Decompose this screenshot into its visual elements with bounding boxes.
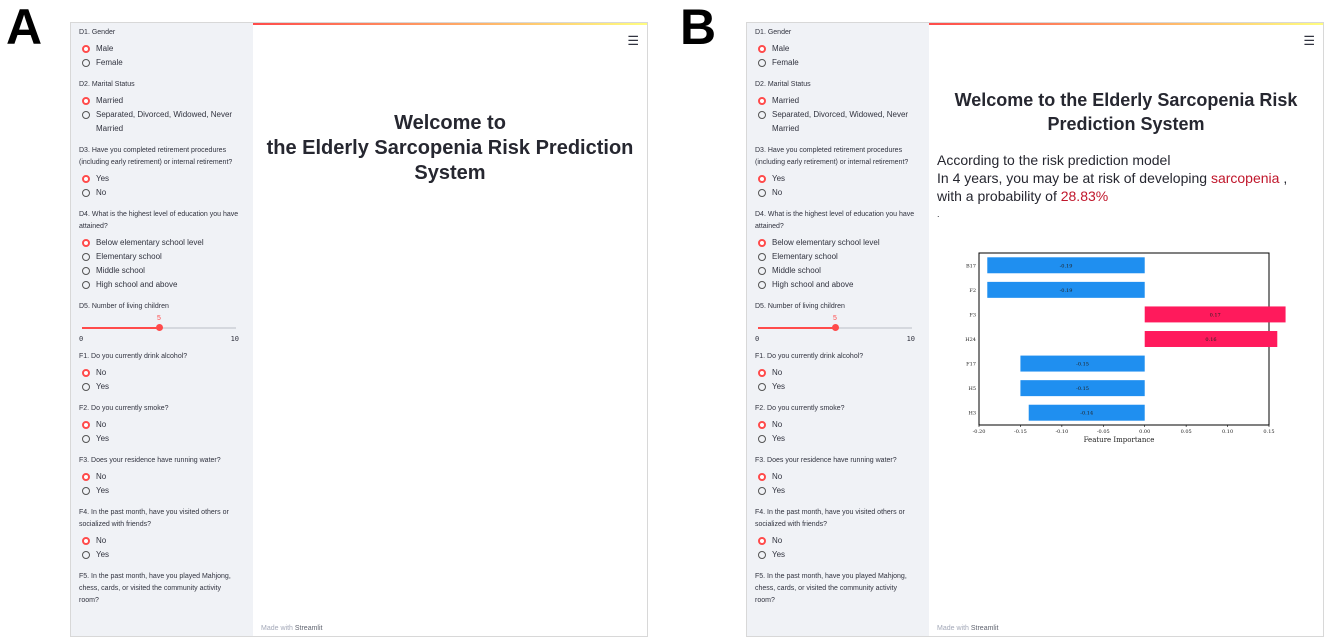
radio-empty-icon[interactable]	[82, 435, 90, 443]
slider-max-label: 10	[230, 335, 239, 343]
radio-option-label: Yes	[96, 486, 110, 495]
radio-option-label: Yes	[96, 382, 110, 391]
slider-thumb[interactable]	[156, 324, 163, 331]
question-label: D4. What is the highest level of education you have attained?	[755, 211, 915, 230]
radio-option[interactable]	[82, 418, 242, 432]
radio-empty-icon[interactable]	[758, 189, 766, 197]
hamburger-menu-icon[interactable]: ☰	[1303, 33, 1315, 48]
bar-value-label: -0.19	[1059, 287, 1073, 294]
radio-empty-icon[interactable]	[82, 487, 90, 495]
prediction-text: ,	[1279, 170, 1288, 186]
footer	[937, 625, 998, 632]
radio-selected-icon[interactable]	[758, 45, 766, 53]
radio-selected-icon[interactable]	[82, 45, 90, 53]
radio-option-label: Middle school	[96, 266, 145, 275]
radio-option[interactable]	[82, 366, 242, 380]
main-area	[253, 23, 647, 636]
radio-option-label: High school and above	[96, 280, 178, 289]
radio-group[interactable]	[79, 236, 245, 292]
radio-option[interactable]	[758, 236, 918, 250]
question-label: D2. Marital Status	[755, 81, 811, 88]
category-label: F2	[969, 287, 976, 294]
radio-option[interactable]	[82, 278, 242, 292]
radio-empty-icon[interactable]	[758, 111, 766, 119]
separator-dot: .	[937, 209, 940, 219]
radio-empty-icon[interactable]	[82, 383, 90, 391]
sidebar[interactable]	[71, 23, 253, 636]
radio-group[interactable]	[755, 236, 921, 292]
question-label: D5. Number of living children	[79, 303, 169, 310]
radio-empty-icon[interactable]	[758, 435, 766, 443]
radio-option-label: No	[772, 472, 783, 481]
radio-empty-icon[interactable]	[82, 253, 90, 261]
radio-option[interactable]	[758, 366, 918, 380]
radio-option[interactable]	[82, 56, 242, 70]
radio-option-label: No	[96, 472, 107, 481]
radio-group[interactable]	[755, 470, 921, 498]
radio-option-label: Female	[96, 58, 123, 67]
radio-option-label: Married	[96, 96, 124, 105]
radio-option-label: Yes	[772, 382, 786, 391]
category-label: H3	[968, 410, 976, 417]
category-label: H5	[968, 386, 976, 393]
panel-label-b: B	[680, 0, 717, 55]
question-label: F2. Do you currently smoke?	[755, 405, 845, 412]
main-area	[929, 23, 1323, 636]
radio-selected-icon[interactable]	[82, 369, 90, 377]
radio-empty-icon[interactable]	[82, 189, 90, 197]
radio-group[interactable]	[755, 172, 921, 200]
x-tick-label: 0.05	[1180, 429, 1192, 435]
radio-option[interactable]	[82, 380, 242, 394]
radio-option[interactable]	[758, 108, 918, 136]
question-label: F5. In the past month, have you played Mahjong, chess, cards, or visited the community activity room?	[755, 573, 907, 604]
radio-option[interactable]	[758, 418, 918, 432]
bar-value-label: -0.15	[1076, 386, 1089, 393]
x-tick-label: 0.10	[1222, 429, 1234, 435]
category-label: B17	[965, 263, 976, 270]
radio-option-label: Below elementary school level	[772, 238, 880, 247]
question-label: D4. What is the highest level of education you have attained?	[79, 211, 239, 230]
question-label: D3. Have you completed retirement procedures (including early retirement) or internal retirement?	[755, 147, 909, 166]
radio-option-label: Yes	[772, 550, 786, 559]
radio-option-label: Elementary school	[96, 252, 162, 261]
radio-option-label: Yes	[96, 550, 110, 559]
x-tick-label: 0.00	[1139, 429, 1151, 435]
radio-option-label: High school and above	[772, 280, 854, 289]
radio-option-label: No	[772, 368, 783, 377]
x-axis-label: Feature Importance	[1083, 436, 1155, 444]
radio-option-label: Yes	[772, 174, 786, 183]
radio-option-label: Male	[96, 44, 114, 53]
title-line: the Elderly Sarcopenia Risk Prediction	[266, 137, 634, 159]
radio-option-label: No	[96, 188, 107, 197]
radio-selected-icon[interactable]	[82, 537, 90, 545]
title-line: Prediction System	[1047, 114, 1205, 134]
radio-option-label: Yes	[96, 174, 110, 183]
radio-group[interactable]	[755, 94, 921, 136]
radio-group[interactable]	[79, 470, 245, 498]
radio-option[interactable]	[82, 534, 242, 548]
radio-group[interactable]	[79, 42, 245, 70]
radio-group[interactable]	[755, 418, 921, 446]
bar-value-label: -0.14	[1080, 410, 1094, 417]
radio-option-label: Separated, Divorced, Widowed, Never Married	[96, 110, 233, 133]
slider-min-label: 0	[79, 335, 84, 343]
slider-thumb[interactable]	[832, 324, 839, 331]
radio-group[interactable]	[79, 534, 245, 562]
footer-prefix: Made with	[261, 625, 293, 632]
radio-selected-icon[interactable]	[758, 421, 766, 429]
footer-brand-link[interactable]: Streamlit	[970, 625, 999, 632]
category-label: F3	[969, 312, 976, 319]
radio-option[interactable]	[82, 42, 242, 56]
x-tick-label: 0.15	[1263, 429, 1275, 435]
question-label: F3. Does your residence have running water?	[755, 457, 897, 464]
radio-option[interactable]	[82, 172, 242, 186]
radio-option-label: No	[96, 420, 107, 429]
question-label: D1. Gender	[79, 29, 116, 36]
radio-empty-icon[interactable]	[758, 267, 766, 275]
title-line: Welcome to	[394, 112, 506, 134]
bar-value-label: 0.16	[1205, 337, 1217, 343]
radio-option[interactable]	[758, 42, 918, 56]
radio-option[interactable]	[758, 432, 918, 446]
radio-option-label: Female	[772, 58, 799, 67]
sidebar[interactable]	[747, 23, 929, 636]
radio-group[interactable]	[79, 366, 245, 394]
radio-option-label: Yes	[772, 486, 786, 495]
question-label: F4. In the past month, have you visited others or socialized with friends?	[79, 509, 229, 528]
radio-empty-icon[interactable]	[82, 281, 90, 289]
radio-selected-icon[interactable]	[82, 473, 90, 481]
x-tick-label: -0.20	[972, 429, 986, 435]
radio-option[interactable]	[82, 484, 242, 498]
radio-option[interactable]	[82, 548, 242, 562]
radio-empty-icon[interactable]	[82, 267, 90, 275]
slider-fill	[82, 327, 159, 329]
x-tick-label: -0.05	[1096, 429, 1110, 435]
children-count-slider[interactable]	[79, 315, 239, 345]
radio-option[interactable]	[758, 56, 918, 70]
radio-option[interactable]	[758, 250, 918, 264]
radio-option[interactable]	[758, 484, 918, 498]
question-label: D2. Marital Status	[79, 81, 135, 88]
prediction-text: In 4 years, you may be at risk of developing	[937, 170, 1211, 186]
page-title	[253, 111, 647, 186]
radio-option[interactable]	[82, 264, 242, 278]
radio-selected-icon[interactable]	[82, 239, 90, 247]
radio-selected-icon[interactable]	[758, 369, 766, 377]
radio-option-label: No	[772, 536, 783, 545]
panel-label-a: A	[6, 0, 43, 55]
title-line: Welcome to the Elderly Sarcopenia Risk	[954, 90, 1298, 110]
radio-option[interactable]	[82, 432, 242, 446]
radio-option[interactable]	[82, 108, 242, 136]
radio-empty-icon[interactable]	[758, 383, 766, 391]
radio-option[interactable]	[82, 470, 242, 484]
radio-option-label: Separated, Divorced, Widowed, Never Married	[772, 110, 909, 133]
question-label: F4. In the past month, have you visited others or socialized with friends?	[755, 509, 905, 528]
radio-selected-icon[interactable]	[758, 97, 766, 105]
slider-value: 5	[833, 315, 837, 322]
radio-option[interactable]	[758, 186, 918, 200]
footer-prefix: Made with	[937, 625, 969, 632]
prediction-line: According to the risk prediction model	[937, 152, 1171, 168]
radio-option-label: Male	[772, 44, 790, 53]
radio-empty-icon[interactable]	[758, 253, 766, 261]
radio-group[interactable]	[755, 534, 921, 562]
category-label: H24	[965, 337, 976, 343]
slider-fill	[758, 327, 835, 329]
radio-empty-icon[interactable]	[758, 487, 766, 495]
slider-value: 5	[157, 315, 161, 322]
radio-selected-icon[interactable]	[758, 239, 766, 247]
radio-group[interactable]	[79, 418, 245, 446]
question-label: F2. Do you currently smoke?	[79, 405, 169, 412]
footer	[261, 625, 322, 632]
x-tick-label: -0.10	[1055, 429, 1069, 435]
radio-group[interactable]	[79, 94, 245, 136]
radio-option-label: Yes	[772, 434, 786, 443]
radio-selected-icon[interactable]	[82, 175, 90, 183]
radio-selected-icon[interactable]	[82, 97, 90, 105]
radio-option[interactable]	[758, 470, 918, 484]
question-label: D1. Gender	[755, 29, 792, 36]
radio-option[interactable]	[82, 250, 242, 264]
prediction-text: with a probability of	[937, 188, 1061, 204]
radio-option-label: Married	[772, 96, 800, 105]
radio-empty-icon[interactable]	[82, 111, 90, 119]
radio-group[interactable]	[79, 172, 245, 200]
question-label: D3. Have you completed retirement procedures (including early retirement) or internal retirement?	[79, 147, 233, 166]
radio-option-label: No	[772, 188, 783, 197]
radio-option-label: No	[96, 368, 107, 377]
x-tick-label: -0.15	[1014, 429, 1027, 435]
radio-option[interactable]	[758, 380, 918, 394]
hamburger-menu-icon[interactable]: ☰	[627, 33, 639, 48]
slider-min-label: 0	[755, 335, 760, 343]
page-title	[929, 88, 1323, 136]
top-decoration-bar	[929, 23, 1323, 25]
radio-selected-icon[interactable]	[758, 473, 766, 481]
category-label: F17	[966, 361, 976, 368]
radio-group[interactable]	[755, 42, 921, 70]
bar-value-label: -0.19	[1059, 263, 1073, 270]
top-decoration-bar	[253, 23, 647, 25]
radio-option-label: Yes	[96, 434, 110, 443]
radio-selected-icon[interactable]	[758, 537, 766, 545]
app-window-a	[70, 22, 648, 637]
radio-group[interactable]	[755, 366, 921, 394]
radio-option[interactable]	[82, 236, 242, 250]
radio-empty-icon[interactable]	[758, 551, 766, 559]
question-label: F1. Do you currently drink alcohol?	[79, 353, 188, 360]
radio-empty-icon[interactable]	[82, 59, 90, 67]
radio-selected-icon[interactable]	[82, 421, 90, 429]
radio-selected-icon[interactable]	[758, 175, 766, 183]
title-line: System	[414, 162, 486, 184]
prediction-line	[937, 169, 1287, 187]
radio-option-label: Middle school	[772, 266, 821, 275]
radio-option-label: No	[772, 420, 783, 429]
question-label: F1. Do you currently drink alcohol?	[755, 353, 864, 360]
prediction-result	[937, 151, 1287, 223]
app-window-b	[746, 22, 1324, 637]
radio-empty-icon[interactable]	[758, 59, 766, 67]
bar-value-label: -0.15	[1076, 361, 1089, 368]
radio-empty-icon[interactable]	[82, 551, 90, 559]
radio-option[interactable]	[758, 264, 918, 278]
question-label: F5. In the past month, have you played Mahjong, chess, cards, or visited the community activity room?	[79, 573, 231, 604]
radio-empty-icon[interactable]	[758, 281, 766, 289]
radio-option[interactable]	[82, 186, 242, 200]
footer-brand-link[interactable]: Streamlit	[294, 625, 323, 632]
feature-importance-chart	[949, 245, 1275, 450]
question-label: D5. Number of living children	[755, 303, 845, 310]
slider-max-label: 10	[906, 335, 915, 343]
radio-option[interactable]	[758, 172, 918, 186]
disease-name: sarcopenia	[1210, 170, 1280, 186]
radio-option[interactable]	[758, 94, 918, 108]
question-label: F3. Does your residence have running water?	[79, 457, 221, 464]
bar-value-label: 0.17	[1209, 312, 1221, 319]
radio-option-label: Below elementary school level	[96, 238, 204, 247]
radio-option[interactable]	[82, 94, 242, 108]
radio-option[interactable]	[758, 278, 918, 292]
radio-option[interactable]	[758, 548, 918, 562]
prediction-line	[937, 187, 1287, 205]
radio-option-label: No	[96, 536, 107, 545]
probability-value: 28.83%	[1060, 188, 1109, 204]
radio-option[interactable]	[758, 534, 918, 548]
radio-option-label: Elementary school	[772, 252, 838, 261]
children-count-slider[interactable]	[755, 315, 915, 345]
